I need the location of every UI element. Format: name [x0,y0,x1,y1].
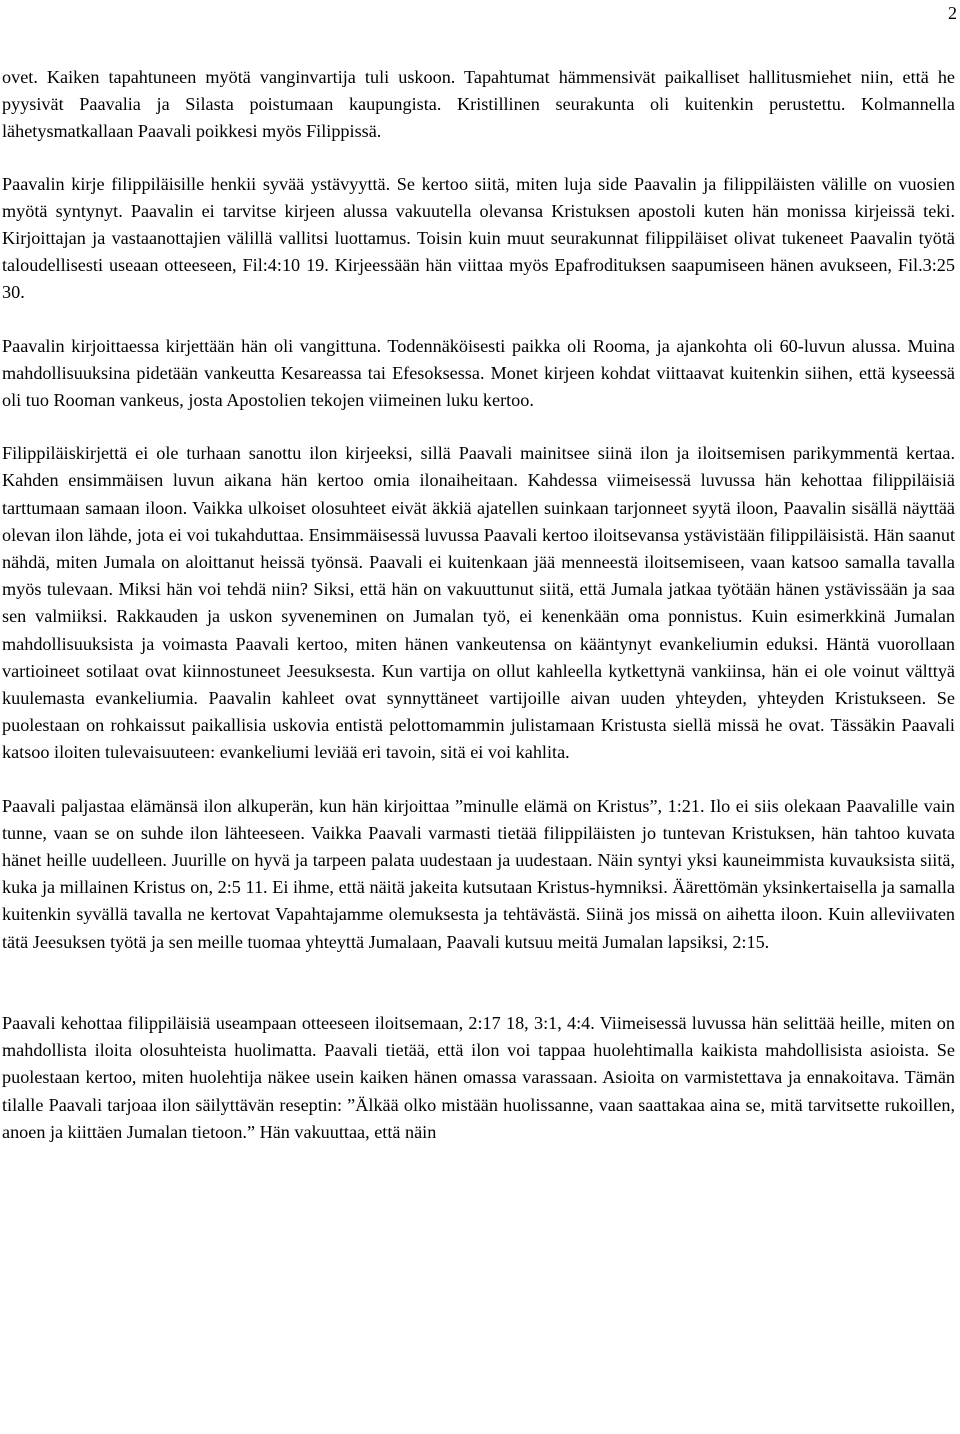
paragraph-1: ovet. Kaiken tapahtuneen myötä vanginvartija tuli uskoon. Tapahtumat hämmensivät paikalliset hallitusmiehet niin, että he pyysivät Paavalia ja Silasta poistumaan kaupungista. Kristillinen seurakunta oli kuitenkin perustettu. Kolmannella lähetysmatkallaan Paavali poikkesi myös Filippissä. [2,67,955,142]
paragraph-5: Paavali paljastaa elämänsä ilon alkuperän, kun hän kirjoittaa ”minulle elämä on Kristus”, 1:21. Ilo ei siis olekaan Paavalille vain tunne, vaan se on suhde ilon lähteeseen. Vaikka Paavali varmasti tietää filippiläisten jo tuntevan Kristuksen, hän tahtoo kuvata hänet heille uudelleen. Juurille on hyvä ja tarpeen palata uudestaan ja uudestaan. Näin syntyi yksi kauneimmista kuvauksista siitä, kuka ja millainen Kristus on, 2:5 11. Ei ihme, että näitä jakeita kutsutaan Kristus-hymniksi. Äärettömän yksinkertaisella ja samalla kuitenkin syvällä tavalla ne kertovat Vapahtajamme olemuksesta ja tehtävästä. Siinä jos missä on aihetta iloon. Kuin alleviivaten tätä Jeesuksen työtä ja sen meille tuomaa yhteyttä Jumalaan, Paavali kutsuu meitä Jumalan lapsiksi, 2:15. [2,795,955,952]
paragraph-6: Paavali kehottaa filippiläisiä useampaan otteeseen iloitsemaan, 2:17 18, 3:1, 4:4. Viimeisessä luvussa hän selittää heille, miten on mahdollista iloita olosuhteista huolimatta. Paavali tietää, että ilon voi tappaa huolehtimalla kaikista mahdollisista asioista. Se puolestaan kertoo, miten huolehtija näkee usein kaiken hänen omassa varassaan. Asioita on varmistettava ja ennakoitava. Tämän tilalle Paavali tarjoaa ilon säilyttävän reseptin: ”Älkää olko mistään huolissanne, vaan saattakaa aina se, mitä tarvitsette rukoillen, anoen ja kiittäen Jumalan tietoon.” Hän vakuuttaa, että näin [2,1012,955,1142]
paragraph-4: Filippiläiskirjettä ei ole turhaan sanottu ilon kirjeeksi, sillä Paavali mainitsee siinä ilon ja iloitsemisen parikymmentä kertaa. Kahden ensimmäisen luvun aikana hän kertoo omia ilonaiheitaan. Kahdessa viimeisessä luvussa hän kehottaa filippiläisiä tarttumaan samaan iloon. Vaikka ulkoiset olosuhteet eivät äkkiä ajatellen suinkaan tarjonneet syytä iloon, Paavalin sisällä näyttää olevan ilon lähde, jota ei voi tukahduttaa. Ensimmäisessä luvussa Paavali kertoo iloitsevansa ystävistään filippiläisistä. Hän saanut nähdä, miten Jumala on aloittanut heissä työnsä. Paavali ei kuitenkaan jää menneestä iloitsemiseen, vaan katsoo samalla tavalla myös tulevaan. Miksi hän voi tehdä niin? Siksi, että hän on vakuuttunut siitä, että Jumala jatkaa työtään hänen ystävissään ja saa sen valmiiksi. Rakkauden ja uskon syveneminen on Jumalan työ, ei kenenkään oma ponnistus. Kuin esimerkkinä Jumalan mahdollisuuksista ja voimasta Paavali kertoo, miten hänen vankeutensa on kääntynyt evankeliumin eduksi. Häntä vuorollaan vartioineet sotilaat ovat kiinnostuneet Jeesuksesta. Kun vartija on ollut kahleella kytkettynä vankiinsa, hän ei ole voinut välttyä kuulemasta evankeliumia. Paavalin kahleet ovat synnyttäneet vartijoille aivan uuden yhteyden, yhteyden Kristukseen. Se puolestaan on rohkaissut paikallisia uskovia entistä pelottomammin julistamaan Kristusta siellä missä he ovat. Tässäkin Paavali katsoo iloiten tulevaisuuteen: evankeliumi leviää eri tavoin, sitä ei voi kahlita. [2,443,955,763]
paragraph-2: Paavalin kirje filippiläisille henkii syvää ystävyyttä. Se kertoo siitä, miten luja side Paavalin ja filippiläisten välille on vuosien myötä syntynyt. Paavalin ei tarvitse kirjeen alussa vakuutella olevansa Kristuksen apostoli kuten hän monissa kirjeissä teki. Kirjoittajan ja vastaanottajien välillä vallitsi luottamus. Toisin kuin muut seurakunnat filippiläiset olivat tukeneet Paavalin työtä taloudellisesti useaan otteeseen, Fil:4:10 19. Kirjeessään hän viittaa myös Epafrodituksen saapumiseen hänen avukseen, Fil.3:25 30. [2,173,955,303]
page-number: 2 [948,3,957,23]
paragraph-3: Paavalin kirjoittaessa kirjettään hän oli vangittuna. Todennäköisesti paikka oli Rooma, ja ajankohta oli 60-luvun alussa. Muina mahdollisuuksina pidetään vankeutta Kesareassa tai Efesoksessa. Monet kirjeen kohdat viittaavat kuitenkin siihen, että kyseessä oli tuo Rooman vankeus, josta Apostolien tekojen viimeinen luku kertoo. [2,335,955,411]
